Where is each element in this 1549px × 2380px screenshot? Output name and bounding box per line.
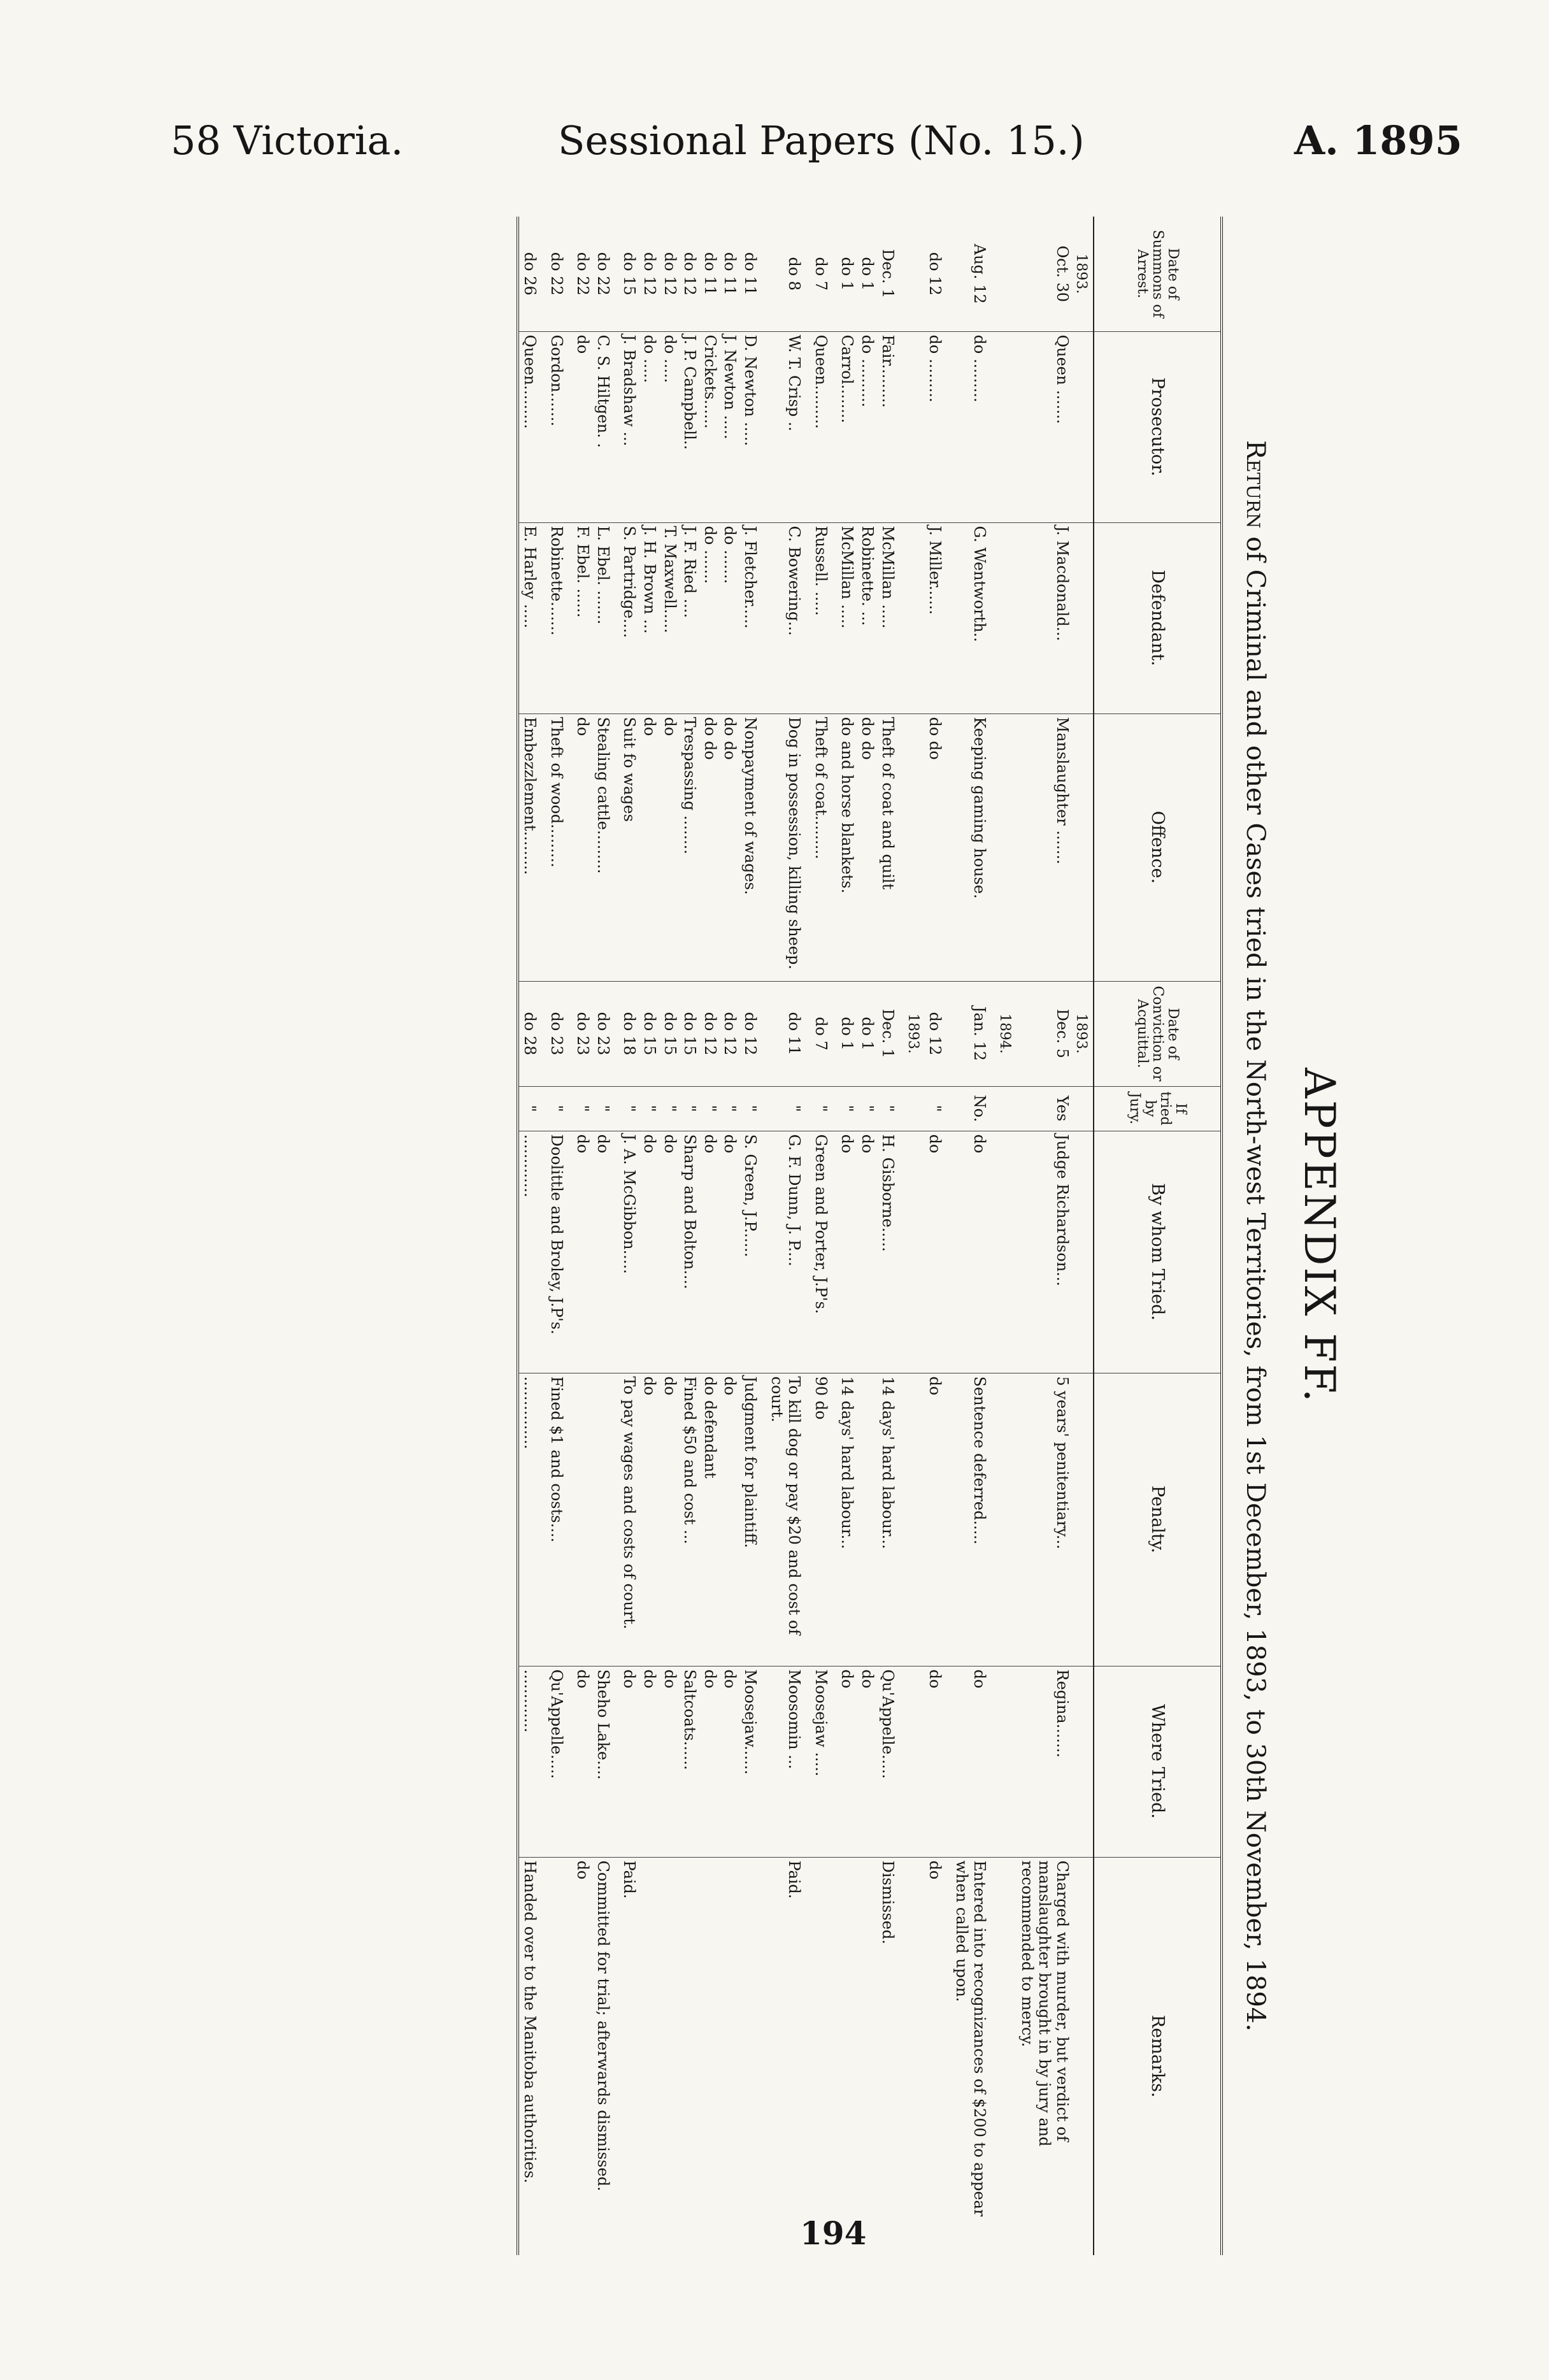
cell-where: do: [720, 1666, 740, 1857]
cell-penalty: Fined $50 and cost ...: [680, 1373, 700, 1666]
cell-conviction: do 18: [619, 981, 639, 1086]
cell-prosecutor: Crickets......: [699, 331, 720, 522]
cell-penalty: [857, 1373, 877, 1666]
cell-offence: Trespassing ........: [680, 713, 700, 981]
cell-conviction: do 1: [857, 981, 877, 1086]
cell-remarks: Entered into recognizances of $200 to appear when called upon.: [953, 1860, 989, 2217]
cell-defendant: F. Ebel. ......: [573, 522, 593, 713]
cell-offence: Theft of wood.........: [546, 713, 573, 981]
cell-prosecutor: Queen.........: [810, 331, 837, 522]
col-remarks: Remarks.: [1094, 1857, 1222, 2255]
cell-where: do: [699, 1666, 720, 1857]
cell-offence: do do: [720, 713, 740, 981]
cell-remarks: [659, 1857, 680, 2255]
cell-where: do: [573, 1666, 593, 1857]
cell-jury: ": [877, 1086, 904, 1131]
cell-defendant: E. Harley .....: [518, 522, 546, 713]
year-label-1893: 1893.: [1072, 217, 1094, 331]
cell-conviction: Dec. 5: [1017, 981, 1072, 1086]
return-title-rest: of Criminal and other Cases tried in the North-west Territories, from 1st December, 1893, to 30th November, 1894.: [1241, 536, 1270, 2032]
table-row: [680, 217, 700, 2255]
cell-offence: Stealing cattle.........: [592, 713, 619, 981]
cell-defendant: Robinette.......: [546, 522, 573, 713]
cell-offence: do: [639, 713, 659, 981]
cell-where: Moosejaw......: [739, 1666, 766, 1857]
cell-defendant: McMillan .....: [877, 522, 904, 713]
table-row: [619, 217, 639, 2255]
col-date-conviction: Date of Conviction or Acquittal.: [1094, 981, 1222, 1086]
cell-jury: ": [925, 1086, 952, 1131]
cases-table: [517, 217, 1223, 2255]
cell-jury: ": [518, 1086, 546, 1131]
col-offence: Offence.: [1094, 713, 1222, 981]
table-row: [573, 217, 593, 2255]
cell-jury: ": [699, 1086, 720, 1131]
cell-conviction: do 23: [573, 981, 593, 1086]
cell-date: do 22: [546, 217, 573, 331]
cell-date: do 12: [659, 217, 680, 331]
cell-jury: No.: [951, 1086, 995, 1131]
table-row: [877, 217, 904, 2255]
cell-remarks: [546, 1857, 573, 2255]
cell-remarks: [639, 1857, 659, 2255]
cell-date: do 26: [518, 217, 546, 331]
cell-penalty: do defendant: [699, 1373, 720, 1666]
cell-defendant: McMillan .....: [837, 522, 857, 713]
cell-prosecutor: Queen.........: [518, 331, 546, 522]
cell-date: do 12: [639, 217, 659, 331]
cell-date: do 1: [857, 217, 877, 331]
cell-defendant: J. H. Brown ...: [639, 522, 659, 713]
header-right: A. 1895: [1294, 117, 1462, 164]
table-row: [810, 217, 837, 2255]
cell-offence: Nonpayment of wages.: [739, 713, 766, 981]
cell-jury: ": [857, 1086, 877, 1131]
col-prosecutor: Prosecutor.: [1094, 331, 1222, 522]
cell-where: do: [639, 1666, 659, 1857]
cell-remarks: Dismissed.: [878, 1860, 897, 1944]
cell-where: do: [837, 1666, 857, 1857]
cell-where: Regina.......: [1017, 1666, 1072, 1857]
cell-conviction: do 23: [546, 981, 573, 1086]
cell-by-whom: do: [592, 1131, 619, 1373]
cell-penalty: [573, 1373, 593, 1666]
cell-where: Sheho Lake....: [592, 1666, 619, 1857]
cell-remarks: [739, 1857, 766, 2255]
cell-offence: do: [573, 713, 593, 981]
cell-jury: ": [619, 1086, 639, 1131]
cell-defendant: J. F. Ried ....: [680, 522, 700, 713]
appendix-title: APPENDIX FF.: [1295, 1068, 1344, 1404]
cell-penalty: 14 days' hard labour...: [877, 1373, 904, 1666]
cell-remarks: Paid.: [620, 1860, 639, 1899]
cell-penalty: 14 days' hard labour...: [837, 1373, 857, 1666]
cell-prosecutor: J. Newton .....: [720, 331, 740, 522]
cell-conviction: do 1: [837, 981, 857, 1086]
cell-by-whom: S. Green, J.P......: [739, 1131, 766, 1373]
cell-offence: do: [659, 713, 680, 981]
cell-penalty: Fined $1 and costs....: [546, 1373, 573, 1666]
cell-by-whom: do: [951, 1131, 995, 1373]
table-row: [739, 217, 766, 2255]
cell-offence: Embezzlement.........: [518, 713, 546, 981]
cell-penalty: To pay wages and costs of court.: [619, 1373, 639, 1666]
table-row: [766, 217, 810, 2255]
cell-by-whom: H. Gisborne.....: [877, 1131, 904, 1373]
cell-remarks: [837, 1857, 857, 2255]
cell-prosecutor: do: [573, 331, 593, 522]
cell-date: do 11: [739, 217, 766, 331]
cell-defendant: Robinette. ...: [857, 522, 877, 713]
cell-jury: ": [766, 1086, 810, 1131]
cell-penalty: Sentence deferred.....: [951, 1373, 995, 1666]
cell-remarks: [857, 1857, 877, 2255]
cell-conviction: do 12: [699, 981, 720, 1086]
cell-jury: ": [680, 1086, 700, 1131]
cell-jury: ": [720, 1086, 740, 1131]
cell-where: Moosomin ...: [766, 1666, 810, 1857]
cell-remarks: Paid.: [785, 1860, 804, 1899]
cell-defendant: C. Bowering...: [766, 522, 810, 713]
cell-prosecutor: do ..........: [857, 331, 877, 522]
cell-prosecutor: do .........: [925, 331, 952, 522]
cell-by-whom: do: [925, 1131, 952, 1373]
year-row: [996, 217, 1017, 2255]
cell-remarks: [720, 1857, 740, 2255]
cell-offence: Theft of coat.........: [810, 713, 837, 981]
cell-remarks: Handed over to the Manitoba authorities.: [521, 1860, 539, 2184]
cell-penalty: do: [925, 1373, 952, 1666]
cell-conviction: do 12: [720, 981, 740, 1086]
col-where: Where Tried.: [1094, 1666, 1222, 1857]
cell-prosecutor: Fair.........: [877, 331, 904, 522]
cell-date: do 22: [573, 217, 593, 331]
cell-conviction: Jan. 12: [951, 981, 995, 1086]
cell-remarks: Charged with murder, but verdict of manslaughter brought in by jury and recommended to mercy.: [1018, 1860, 1071, 2147]
cell-conviction: do 23: [592, 981, 619, 1086]
cell-by-whom: do: [857, 1131, 877, 1373]
cell-offence: do do: [699, 713, 720, 981]
cell-prosecutor: Carrol........: [837, 331, 857, 522]
year-label-1894: 1894.: [996, 981, 1017, 1086]
cell-prosecutor: Queen .......: [1017, 331, 1072, 522]
cell-penalty: To kill dog or pay $20 and cost of court.: [766, 1373, 810, 1666]
col-date-summons: Date of Summons of Arrest.: [1094, 217, 1222, 331]
cell-penalty: do: [639, 1373, 659, 1666]
cell-date: do 7: [810, 217, 837, 331]
table-row: [518, 217, 546, 2255]
cell-by-whom: .............: [518, 1131, 546, 1373]
cell-where: do: [857, 1666, 877, 1857]
cell-prosecutor: J. Bradshaw ...: [619, 331, 639, 522]
cell-date: do 12: [925, 217, 952, 331]
cell-where: do: [951, 1666, 995, 1857]
cell-by-whom: do: [659, 1131, 680, 1373]
cell-by-whom: Sharp and Bolton....: [680, 1131, 700, 1373]
cell-remarks: [810, 1857, 837, 2255]
cell-defendant: J. Miller......: [925, 522, 952, 713]
cell-prosecutor: W. T. Crisp ..: [766, 331, 810, 522]
cell-where: Moosejaw .....: [810, 1666, 837, 1857]
page-number: 194: [800, 2214, 867, 2252]
table-row: [639, 217, 659, 2255]
col-defendant: Defendant.: [1094, 522, 1222, 713]
cell-penalty: 90 do: [810, 1373, 837, 1666]
table-row: [1017, 217, 1072, 2255]
cell-date: Dec. 1: [877, 217, 904, 331]
cell-offence: do and horse blankets.: [837, 713, 857, 981]
cell-jury: ": [739, 1086, 766, 1131]
cell-date: do 12: [680, 217, 700, 331]
cell-penalty: do: [659, 1373, 680, 1666]
cell-date: do 8: [766, 217, 810, 331]
table-row: [925, 217, 952, 2255]
table-row: [857, 217, 877, 2255]
col-by-whom: By whom Tried.: [1094, 1131, 1222, 1373]
header-row: [1094, 217, 1222, 2255]
cell-offence: Keeping gaming house.: [951, 713, 995, 981]
cell-conviction: do 12: [739, 981, 766, 1086]
cell-by-whom: J. A. McGibbon.....: [619, 1131, 639, 1373]
cell-penalty: [592, 1373, 619, 1666]
cell-conviction: do 15: [659, 981, 680, 1086]
cell-date: Oct. 30: [1017, 217, 1072, 331]
cell-offence: do do: [857, 713, 877, 981]
header-left: 58 Victoria.: [171, 117, 404, 164]
cell-penalty: Judgment for plaintiff.: [739, 1373, 766, 1666]
cell-defendant: S. Partridge....: [619, 522, 639, 713]
cell-jury: ": [810, 1086, 837, 1131]
cell-jury: ": [639, 1086, 659, 1131]
cell-by-whom: do: [837, 1131, 857, 1373]
cell-prosecutor: Gordon.......: [546, 331, 573, 522]
cell-jury: ": [592, 1086, 619, 1131]
cell-remarks: do: [574, 1860, 592, 1880]
cell-date: Aug. 12: [951, 217, 995, 331]
cell-prosecutor: C. S. Hiltgen. .: [592, 331, 619, 522]
year-row: [1072, 217, 1094, 2255]
cell-conviction: do 7: [810, 981, 837, 1086]
cell-prosecutor: J. P. Campbell..: [680, 331, 700, 522]
cell-by-whom: Green and Porter, J.P's.: [810, 1131, 837, 1373]
cell-jury: ": [573, 1086, 593, 1131]
cell-conviction: do 28: [518, 981, 546, 1086]
table-row: [699, 217, 720, 2255]
cell-prosecutor: do .....: [639, 331, 659, 522]
col-penalty: Penalty.: [1094, 1373, 1222, 1666]
cell-by-whom: do: [720, 1131, 740, 1373]
cell-prosecutor: do .........: [951, 331, 995, 522]
cell-where: do: [619, 1666, 639, 1857]
table-row: [546, 217, 573, 2255]
cell-remarks: Committed for trial; afterwards dismissed.: [594, 1860, 612, 2191]
cell-jury: Yes: [1017, 1086, 1072, 1131]
cell-conviction: do 15: [680, 981, 700, 1086]
cell-jury: ": [546, 1086, 573, 1131]
cell-remarks: do: [926, 1860, 945, 1880]
header-center: Sessional Papers (No. 15.): [558, 117, 1085, 164]
cell-defendant: J. Fletcher.....: [739, 522, 766, 713]
table-body: [518, 217, 1094, 2255]
cell-remarks: [680, 1857, 700, 2255]
cell-where: do: [925, 1666, 952, 1857]
cell-by-whom: G. F. Dunn, J. P....: [766, 1131, 810, 1373]
cell-date: do 11: [720, 217, 740, 331]
col-jury: If tried by Jury.: [1094, 1086, 1222, 1131]
cell-offence: Theft of coat and quilt: [877, 713, 904, 981]
cell-defendant: L. Ebel. .......: [592, 522, 619, 713]
cell-conviction: do 11: [766, 981, 810, 1086]
cell-defendant: do .......: [720, 522, 740, 713]
return-title-lead: Return: [1241, 440, 1270, 529]
return-title: [1241, 217, 1270, 2255]
cell-defendant: G. Wentworth..: [951, 522, 995, 713]
cell-penalty: ...............: [518, 1373, 546, 1666]
cell-where: .............: [518, 1666, 546, 1857]
cell-defendant: do .......: [699, 522, 720, 713]
cell-where: Qu'Appelle.....: [546, 1666, 573, 1857]
cell-by-whom: Judge Richardson...: [1017, 1131, 1072, 1373]
year-row: [904, 217, 925, 2255]
cell-offence: Dog in possession, killing sheep.: [766, 713, 810, 981]
cell-where: Saltcoats......: [680, 1666, 700, 1857]
cell-penalty: do: [720, 1373, 740, 1666]
cell-where: do: [659, 1666, 680, 1857]
cell-prosecutor: do .....: [659, 331, 680, 522]
year-label-1893: 1893.: [904, 981, 925, 1086]
cell-by-whom: do: [573, 1131, 593, 1373]
cell-by-whom: Doolittle and Broley, J.P's.: [546, 1131, 573, 1373]
cell-conviction: Dec. 1: [877, 981, 904, 1086]
cell-offence: Manslaughter .......: [1017, 713, 1072, 981]
table-row: [837, 217, 857, 2255]
cell-jury: ": [837, 1086, 857, 1131]
table-row: [659, 217, 680, 2255]
cell-conviction: do 12: [925, 981, 952, 1086]
cell-date: do 22: [592, 217, 619, 331]
cell-defendant: Russell. .....: [810, 522, 837, 713]
cell-prosecutor: D. Newton .....: [739, 331, 766, 522]
cell-defendant: T. Maxwell.....: [659, 522, 680, 713]
cell-by-whom: do: [699, 1131, 720, 1373]
cell-jury: ": [659, 1086, 680, 1131]
cell-remarks: [699, 1857, 720, 2255]
cell-conviction: do 15: [639, 981, 659, 1086]
cell-date: do 15: [619, 217, 639, 331]
year-label-1893-conviction: 1893.: [1072, 981, 1094, 1086]
cell-date: do 11: [699, 217, 720, 331]
cell-offence: Suit fo wages: [619, 713, 639, 981]
cell-by-whom: do: [639, 1131, 659, 1373]
cell-date: do 1: [837, 217, 857, 331]
cell-offence: do do: [925, 713, 952, 981]
cell-where: Qu'Appelle.....: [877, 1666, 904, 1857]
cell-defendant: J. Macdonald...: [1017, 522, 1072, 713]
rotated-table-block: [236, 217, 1452, 2255]
table-row: [720, 217, 740, 2255]
table-row: [592, 217, 619, 2255]
table-row: [951, 217, 995, 2255]
cell-penalty: 5 years' penitentiary...: [1017, 1373, 1072, 1666]
